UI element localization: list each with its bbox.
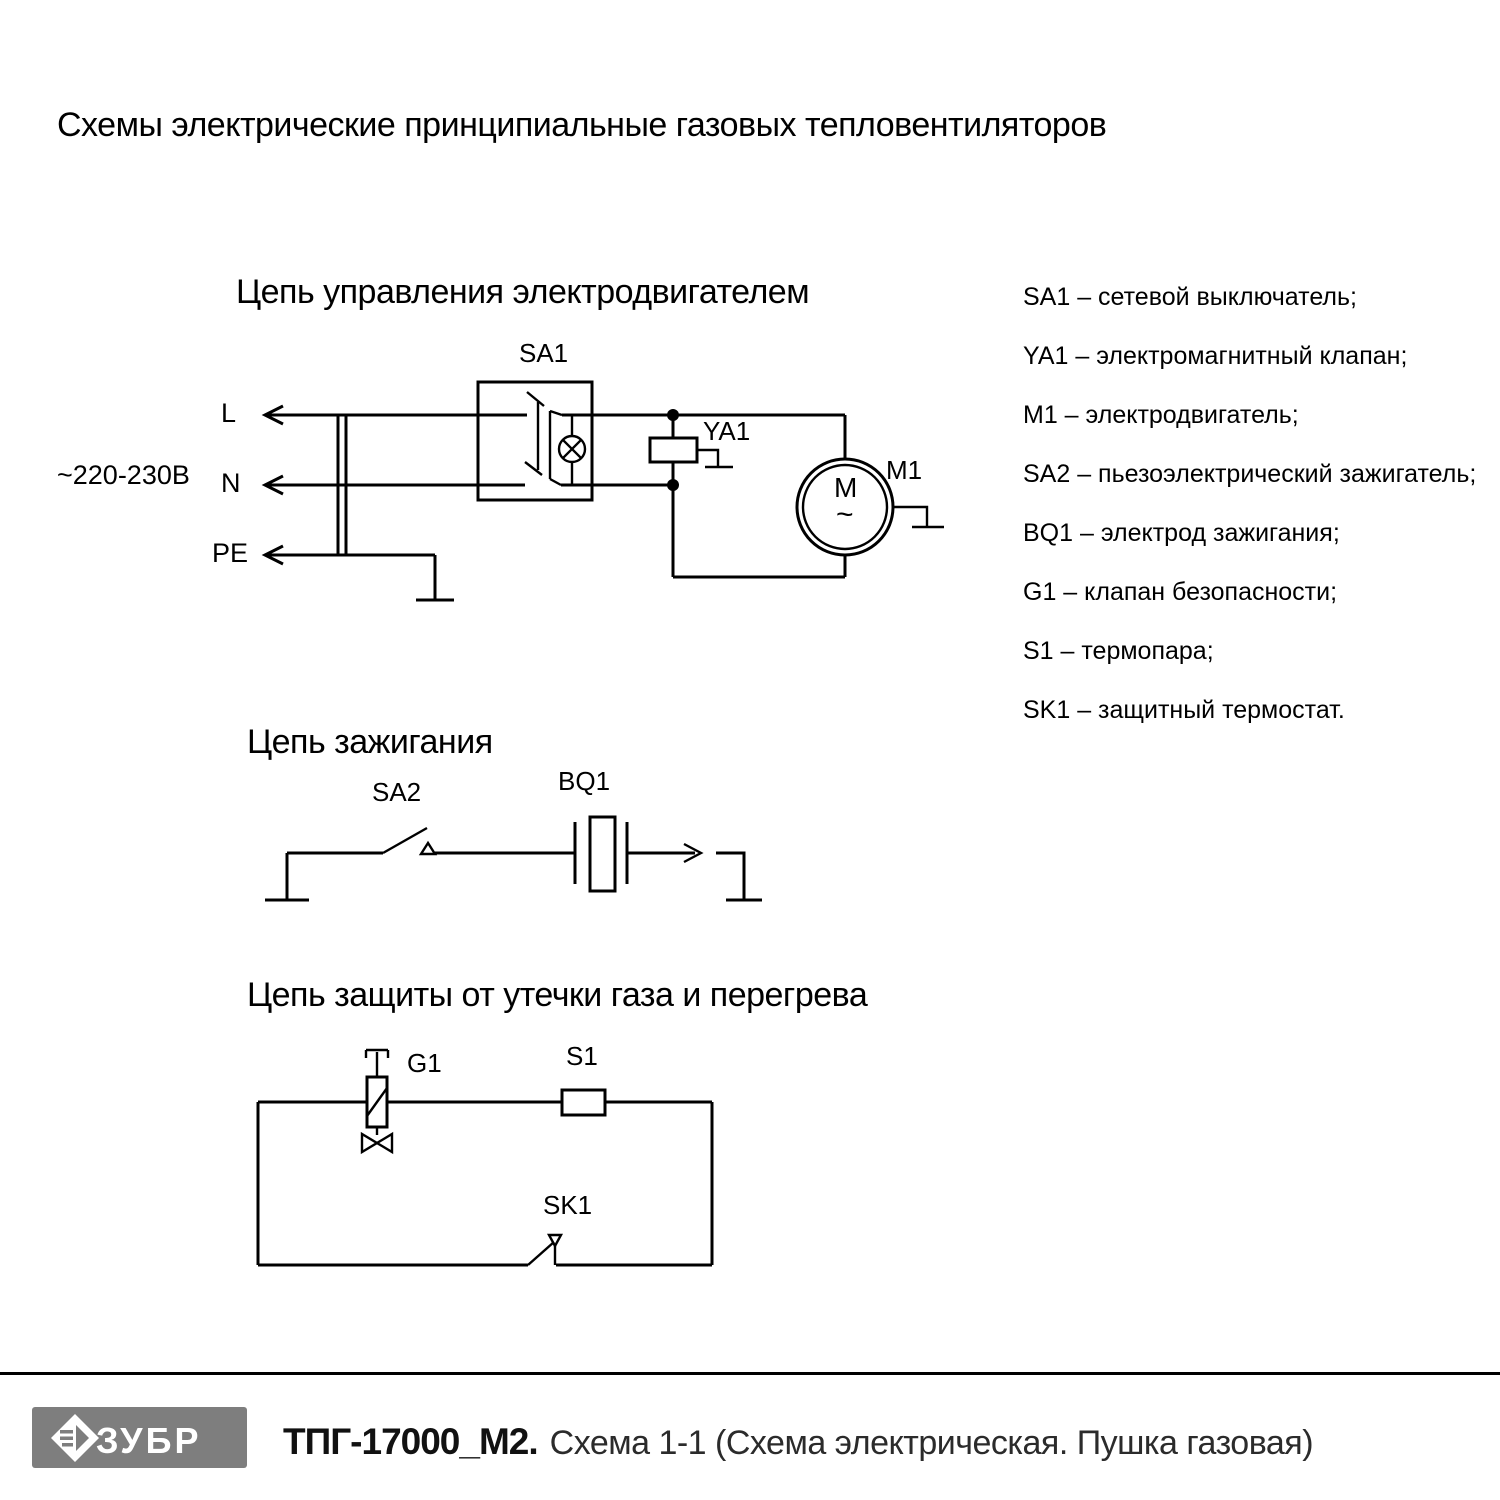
- legend-item-s1: S1 – термопара;: [1023, 637, 1214, 665]
- right-electrode-ground-icon: [716, 853, 762, 900]
- label-ya1: YA1: [703, 416, 751, 446]
- arrow-left-icon: [265, 406, 478, 424]
- pe-ground-icon: [416, 555, 454, 600]
- page-title: Схемы электрические принципиальные газовых тепловентиляторов: [57, 106, 1107, 144]
- protection-circuit-diagram: [240, 1040, 740, 1290]
- ignition-circuit-diagram: [240, 780, 780, 920]
- sk1-thermostat-symbol: [528, 1235, 561, 1265]
- circuit-loop: [258, 1102, 712, 1265]
- power-terminals: [265, 406, 478, 600]
- label-bq1: BQ1: [558, 766, 611, 796]
- legend-item-sk1: SK1 – защитный термостат.: [1023, 696, 1345, 724]
- label-m1: M1: [886, 455, 923, 485]
- s1-thermocouple-symbol: [562, 1090, 605, 1115]
- wire-label-pe: PE: [212, 538, 249, 568]
- g1-valve-symbol: [362, 1050, 392, 1152]
- motor-section-title: Цепь управления электродвигателем: [236, 273, 810, 311]
- arrow-left-icon: [265, 546, 435, 564]
- bq1-electrode-symbol: [575, 817, 701, 891]
- label-sk1: SK1: [543, 1190, 593, 1220]
- legend-item-sa2: SA2 – пьезоэлектрический зажигатель;: [1023, 460, 1477, 488]
- motor-wiring: [673, 415, 845, 577]
- label-sa2: SA2: [372, 777, 422, 807]
- wire-label-n: N: [221, 468, 241, 498]
- motor-wave-symbol: ~: [836, 498, 854, 531]
- voltage-label: ~220-230В: [57, 460, 190, 490]
- zubr-logo: [32, 1407, 247, 1468]
- legend-item-sa1: SA1 – сетевой выключатель;: [1023, 283, 1357, 311]
- motor-ground-icon: [893, 507, 944, 527]
- sa1-switch-symbol: [478, 382, 673, 500]
- wire-label-l: L: [221, 398, 237, 428]
- label-s1: S1: [566, 1041, 598, 1071]
- left-ground-icon: [265, 853, 309, 900]
- sa2-switch-symbol: [287, 828, 575, 854]
- legend-item-m1: M1 – электродвигатель;: [1023, 401, 1299, 429]
- motor-letter: M: [834, 472, 858, 503]
- legend-item-ya1: YA1 – электромагнитный клапан;: [1023, 342, 1408, 370]
- footer-caption: Схема 1-1 (Схема электрическая. Пушка газовая): [549, 1424, 1314, 1462]
- zubr-logo-icon: [50, 1413, 100, 1463]
- legend-item-bq1: BQ1 – электрод зажигания;: [1023, 519, 1340, 547]
- ya1-ground-icon: [697, 450, 733, 467]
- footer-divider: [0, 1372, 1500, 1375]
- legend-item-g1: G1 – клапан безопасности;: [1023, 578, 1338, 606]
- valve-bowtie-icon: [377, 1134, 392, 1152]
- protection-section-title: Цепь защиты от утечки газа и перегрева: [247, 976, 868, 1014]
- label-g1: G1: [407, 1048, 442, 1078]
- zubr-logo-text: ЗУБР: [96, 1420, 202, 1461]
- lamp-icon: [559, 415, 585, 485]
- ignition-section-title: Цепь зажигания: [247, 723, 493, 761]
- arrow-left-icon: [265, 476, 478, 494]
- legend: [1023, 282, 1476, 754]
- footer-caption-row: [283, 1421, 1313, 1463]
- piezo-actuator-icon: [421, 843, 435, 854]
- label-sa1: SA1: [519, 338, 569, 368]
- footer-model: ТПГ-17000_М2.: [283, 1421, 538, 1462]
